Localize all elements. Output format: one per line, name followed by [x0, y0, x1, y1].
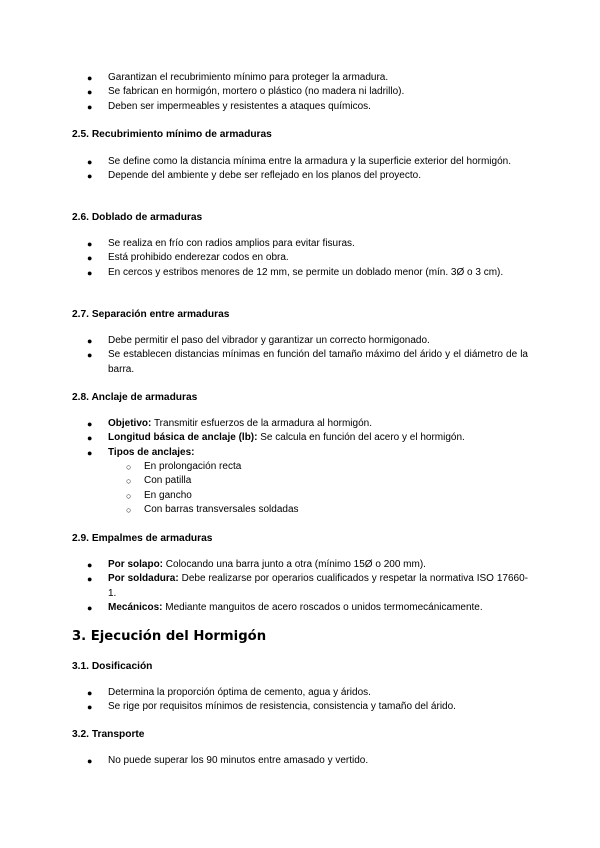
bullet-icon: ● [87, 603, 93, 614]
sub-list-item: ○ En prolongación recta [72, 460, 528, 474]
bullet-icon: ● [87, 157, 93, 167]
heading-2-7: 2.7. Separación entre armaduras [72, 309, 230, 320]
list-item: ● Deben ser impermeables y resistentes a ataques químicos. [72, 100, 528, 114]
bullet-icon: ● [87, 560, 93, 570]
list-item: ● Se rige por requisitos mínimos de resistencia, consistencia y tamaño del árido. [72, 700, 528, 714]
hollow-bullet-icon: ○ [126, 476, 132, 487]
sub-list-item: ○ Con barras transversales soldadas [72, 503, 528, 517]
list-item: ● Se define como la distancia mínima entre la armadura y la superficie exterior del hormigón. [72, 155, 528, 169]
bullet-icon: ● [87, 87, 93, 98]
bullet-icon: ● [87, 756, 93, 766]
hollow-bullet-icon: ○ [126, 490, 132, 501]
list-3-2 [72, 754, 528, 768]
heading-2-6: 2.6. Doblado de armaduras [72, 212, 203, 223]
bullet-icon: ● [87, 688, 93, 698]
list-item: ● Tipos de anclajes: [72, 446, 528, 460]
bullet-icon: ● [87, 350, 93, 361]
bullet-icon: ● [87, 419, 93, 429]
heading-3-2: 3.2. Transporte [72, 729, 145, 740]
list-2-6 [72, 237, 528, 280]
heading-2-5: 2.5. Recubrimiento mínimo de armaduras [72, 129, 272, 140]
sub-list-item: ○ En gancho [72, 489, 528, 503]
bullet-icon: ● [87, 73, 93, 83]
list-item: ● Por soldadura: Debe realizarse por operarios cualificados y respetar la normativa ISO 17660-1. [87, 573, 528, 599]
bullet-icon: ● [87, 267, 93, 278]
list-2-8-sub [72, 460, 528, 518]
list-item: ● Por solapo: Colocando una barra junto a otra (mínimo 15Ø o 200 mm). [72, 558, 528, 572]
list-3-1 [72, 686, 528, 715]
bullet-icon: ● [87, 336, 93, 346]
bullet-icon: ● [87, 433, 93, 444]
list-item: ● No puede superar los 90 minutos entre amasado y vertido. [72, 754, 528, 768]
list-item: ● Longitud básica de anclaje (lb): Se calcula en función del acero y el hormigón. [72, 431, 528, 445]
heading-3-1: 3.1. Dosificación [72, 661, 153, 672]
bullet-icon: ● [87, 171, 93, 182]
hollow-bullet-icon: ○ [126, 505, 132, 516]
hollow-bullet-icon: ○ [126, 462, 132, 472]
sub-list-item: ○ Con patilla [72, 474, 528, 488]
list-item: ● En cercos y estribos menores de 12 mm, se permite un doblado menor (mín. 3Ø o 3 cm). [72, 266, 528, 280]
heading-2-8: 2.8. Anclaje de armaduras [72, 392, 198, 403]
bullet-icon: ● [87, 574, 93, 585]
heading-3: 3. Ejecución del Hormigón [72, 629, 267, 644]
bullet-icon: ● [87, 702, 93, 713]
list-item: ● Se realiza en frío con radios amplios para evitar fisuras. [72, 237, 528, 251]
heading-2-9: 2.9. Empalmes de armaduras [72, 533, 213, 544]
list-item: ● Está prohibido enderezar codos en obra. [72, 251, 528, 265]
intro-list [72, 71, 528, 114]
bullet-icon: ● [87, 253, 93, 264]
list-2-5 [72, 155, 528, 184]
list-item: ● Determina la proporción óptima de cemento, agua y áridos. [72, 686, 528, 700]
list-2-9 [72, 558, 528, 616]
list-item: ● Mecánicos: Mediante manguitos de acero roscados o unidos termomecánicamente. [72, 601, 528, 615]
list-item: ● Objetivo: Transmitir esfuerzos de la armadura al hormigón. [72, 417, 528, 431]
list-2-7 [72, 334, 528, 377]
list-2-8 [72, 417, 528, 460]
list-item: ● Se fabrican en hormigón, mortero o plástico (no madera ni ladrillo). [72, 85, 528, 99]
list-item: ● Garantizan el recubrimiento mínimo para proteger la armadura. [72, 71, 528, 85]
bullet-icon: ● [87, 101, 93, 112]
list-item: ● Debe permitir el paso del vibrador y garantizar un correcto hormigonado. [72, 334, 528, 348]
list-item: ● Depende del ambiente y debe ser reflejado en los planos del proyecto. [72, 169, 528, 183]
list-item: ● Se establecen distancias mínimas en función del tamaño máximo del árido y el diámetro de la barra. [87, 349, 528, 375]
bullet-icon: ● [87, 239, 93, 249]
bullet-icon: ● [87, 447, 93, 458]
